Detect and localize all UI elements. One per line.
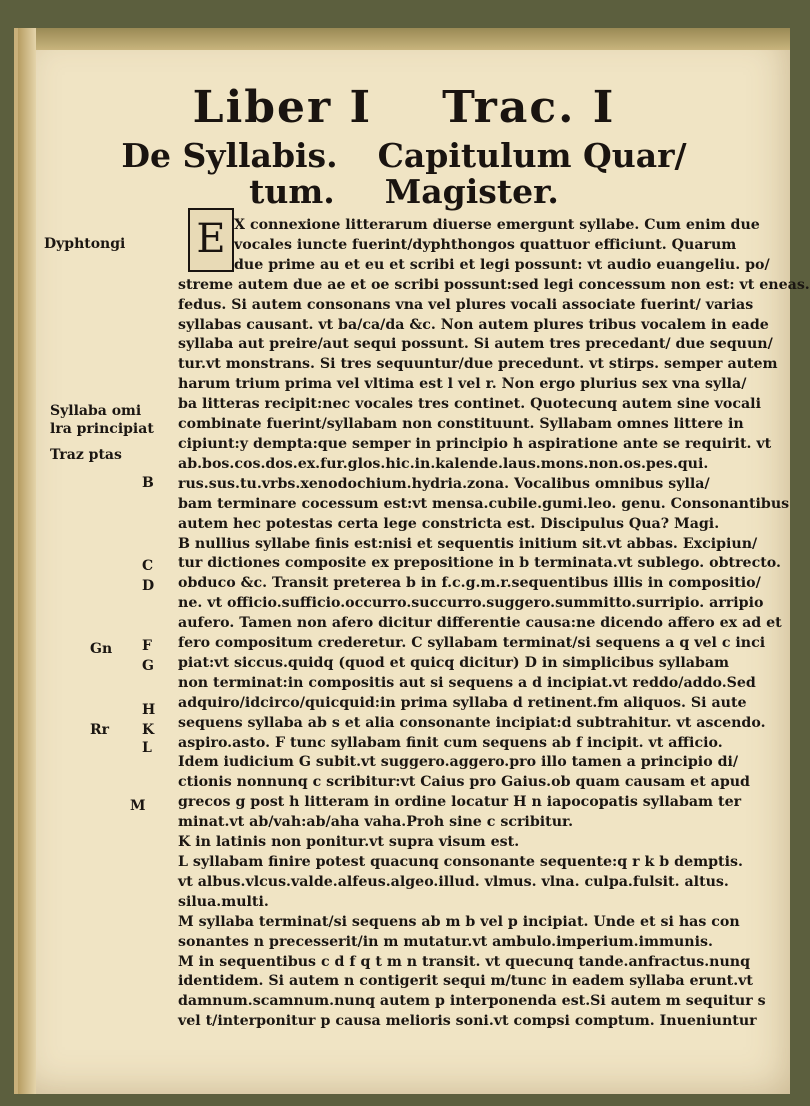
chapter-heading [18,136,790,175]
text-line: syllaba aut preire/aut sequi possunt. Si autem tres precedant/ due sequun/ [178,336,773,353]
margin-note-rr: Rr [90,722,110,738]
margin-letter-k: K [142,722,155,738]
margin-letter-f: F [142,638,152,654]
text-line: fedus. Si autem consonans vna vel plures vocali associate fuerint/ varias [178,296,754,313]
text-line: M in sequentibus c d f q t m n transit. vt quecunq tande.anfractus.nunq [178,953,751,970]
book-heading [18,82,790,133]
text-line: harum trium prima vel vltima est l vel r. Non ergo plurius sex vna sylla/ [178,376,747,393]
text-line: aufero. Tamen non afero dicitur differentie causa:ne dicendo affero ex ad et [178,615,782,632]
margin-letter-b: B [142,475,154,491]
decorated-initial: E [188,208,234,272]
text-line: ba litteras recipit:nec vocales tres continet. Quotecunq autem sine vocali [178,396,761,413]
text-line: Idem iudicium G subit.vt suggero.aggero.pro illo tamen a principio di/ [178,754,739,771]
margin-letter-m: M [130,798,146,814]
text-line: rus.sus.tu.vrbs.xenodochium.hydria.zona. Vocalibus omnibus sylla/ [178,475,710,492]
page-top-edge [18,28,790,50]
text-line: ab.bos.cos.dos.ex.fur.glos.hic.in.kalende.laus.mons.non.os.pes.qui. [178,455,709,472]
text-line: streme autem due ae et oe scribi possunt:sed legi concessum non est: vt eneas. [178,276,810,293]
margin-note-traz: Traz ptas [50,447,122,463]
text-line: sequens syllaba ab s et alia consonante incipiat:d subtrahitur. vt ascendo. [178,714,766,731]
text-line: aspiro.asto. F tunc syllabam finit cum sequens ab f incipit. vt afficio. [178,734,723,751]
text-line: syllabas causant. vt ba/ca/da &c. Non autem plures tribus vocalem in eade [178,316,769,333]
chapter-heading-continued [18,172,790,211]
text-line: tur dictiones composite ex prepositione in b terminata.vt sublego. obtrecto. [178,555,781,572]
margin-note-gn: Gn [90,641,113,657]
main-text-block [178,216,810,1032]
text-line: L syllabam finire potest quacunq consonante sequente:q r k b demptis. [178,854,743,870]
text-line: M syllaba terminat/si sequens ab m b vel p incipiat. Unde et si has con [178,913,740,930]
margin-note-principiat: lra principiat [50,421,154,437]
text-line: piat:vt siccus.quidq (quod et quicq dicitur) D in simplicibus syllabam [178,654,730,671]
book-page [14,28,810,1094]
text-line: vt albus.vlcus.valde.alfeus.algeo.illud. vlmus. vlna. culpa.fulsit. altus. [178,873,729,890]
chapter-subject: De Syllabis. [121,136,338,175]
text-line: grecos g post h litteram in ordine locatur H n iapocopatis syllabam ter [178,794,742,811]
margin-letter-l: L [142,740,152,756]
chapter-number-end: tum. [249,172,335,211]
text-line: autem hec potestas certa lege constricta est. Discipulus Qua? Magi. [178,515,720,532]
text-line: damnum.scamnum.nunq autem p interponenda est.Si autem m sequitur s [178,993,766,1010]
text-line: tur.vt monstrans. Si tres sequuntur/due precedunt. vt stirps. semper autem [178,356,778,373]
text-line: identidem. Si autem n contigerit sequi m/tunc in eadem syllaba erunt.vt [178,973,753,990]
margin-letter-h: H [142,702,156,718]
text-line: non terminat:in compositis aut si sequens a d incipiat.vt reddo/addo.Sed [178,674,756,691]
text-line: minat.vt ab/vah:ab/aha vaha.Proh sine c scribitur. [178,814,574,831]
text-line: fero compositum crederetur. C syllabam terminat/si sequens a q vel c inci [178,635,766,652]
text-line: combinate fuerint/syllabam non constituunt. Syllabam omnes littere in [178,416,744,433]
tract-label: Trac. I [442,82,616,133]
text-line: vel t/interponitur p causa melioris soni.vt compsi comptum. Inueniuntur [178,1013,757,1030]
text-line: K in latinis non ponitur.vt supra visum est. [178,834,520,851]
text-line: B nullius syllabe finis est:nisi et sequentis initium sit.vt abbas. Excipiun/ [178,535,758,552]
margin-note-syllaba: Syllaba omi [50,403,142,419]
chapter-number: Capitulum Quar/ [377,136,687,175]
text-line: vocales iuncte fuerint/dyphthongos quattuor efficiunt. Quarum [234,236,737,253]
margin-letter-g: G [142,658,154,674]
text-line: due prime au et eu et scribi et legi possunt: vt audio euangeliu. po/ [234,256,770,273]
text-line: X connexione litterarum diuerse emergunt syllabe. Cum enim due [234,217,760,233]
text-line: ctionis nonnunq c scribitur:vt Caius pro Gaius.ob quam causam et apud [178,774,750,791]
text-line: cipiunt:y dempta:que semper in principio h aspiratione ante se requirit. vt [178,435,772,452]
text-line: sonantes n precesserit/in m mutatur.vt ambulo.imperium.immunis. [178,933,713,950]
text-line: ne. vt officio.sufficio.occurro.succurro.suggero.summitto.surripio. arripio [178,595,764,612]
margin-note-dyphthongi: Dyphtongi [44,236,126,252]
book-label: Liber I [192,82,373,133]
text-line: silua.multi. [178,893,269,910]
text-line: adquiro/idcirco/quicquid:in prima syllaba d retinent.fm aliquos. Si aute [178,694,747,711]
text-line: bam terminare cocessum est:vt mensa.cubile.gumi.leo. genu. Consonantibus [178,495,790,512]
margin-letter-d: D [142,578,155,594]
speaker-label: Magister. [384,172,559,211]
margin-letter-c: C [142,558,154,574]
text-line: obduco &c. Transit preterea b in f.c.g.m.r.sequentibus illis in compositio/ [178,575,761,592]
